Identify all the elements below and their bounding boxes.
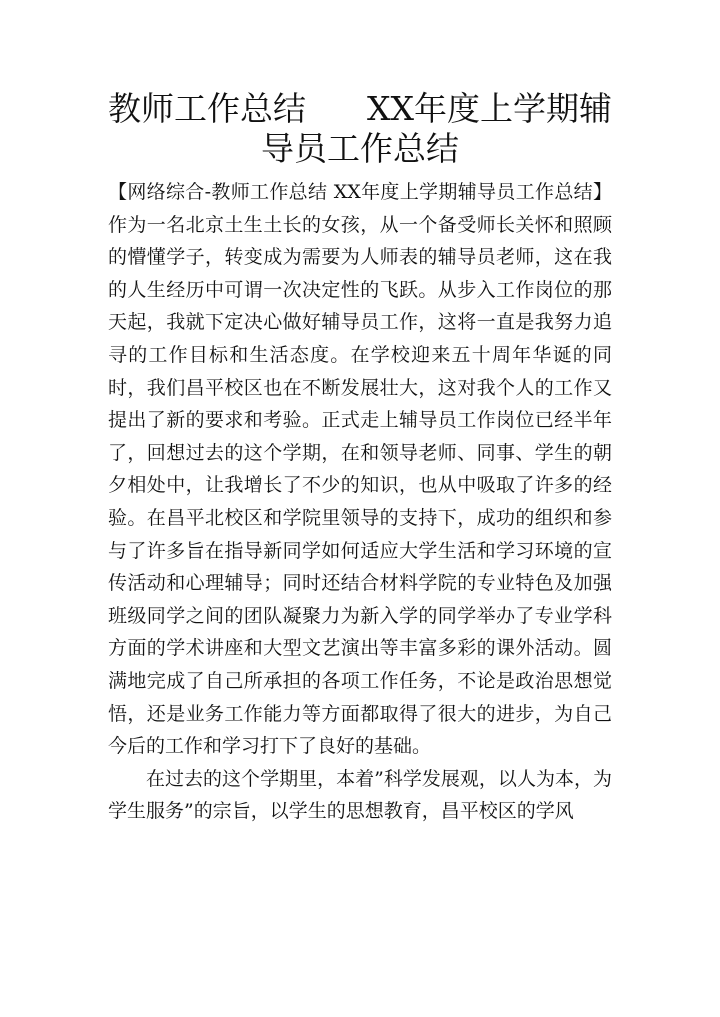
title-part-right: XX年度上学期辅 bbox=[367, 89, 612, 128]
body-paragraph-1: 【网络综合-教师工作总结 XX年度上学期辅导员工作总结】作为一名北京土生土长的女孩，从一个备受师长关怀和照顾的懵懂学子，转变成为需要为人师表的辅导员老师，这在我的人生经历中可谓一次决定性的飞跃。从步入工作岗位的那天起，我就下定决心做好辅导员工作，这将一直是我努力追寻的工作目标和生活态度。在学校迎来五十周年华诞的同时，我们昌平校区也在不断发展壮大，这对我个人的工作又提出了新的要求和考验。正式走上辅导员工作岗位已经半年了，回想过去的这个学期，在和领导老师、同事、学生的朝夕相处中，让我增长了不少的知识，也从中吸取了许多的经验。在昌平北校区和学院里领导的支持下，成功的组织和参与了许多旨在指导新同学如何适应大学生活和学习环境的宣传活动和心理辅导；同时还结合材料学院的专业特色及加强班级同学之间的团队凝聚力为新入学的同学举办了专业学科方面的学术讲座和大型文艺演出等丰富多彩的课外活动。圆满地完成了自己所承担的各项工作任务，不论是政治思想觉悟，还是业务工作能力等方面都取得了很大的进步，为自己今后的工作和学习打下了良好的基础。 bbox=[108, 181, 612, 758]
body-paragraph-2: 在过去的这个学期里，本着”科学发展观，以人为本，为学生服务”的宗旨，以学生的思想教育，昌平校区的学风 bbox=[108, 767, 612, 823]
document-body bbox=[108, 176, 612, 828]
title-part-left: 教师工作总结 bbox=[108, 89, 306, 128]
document-title-line-2: 导员工作总结 bbox=[261, 129, 459, 168]
